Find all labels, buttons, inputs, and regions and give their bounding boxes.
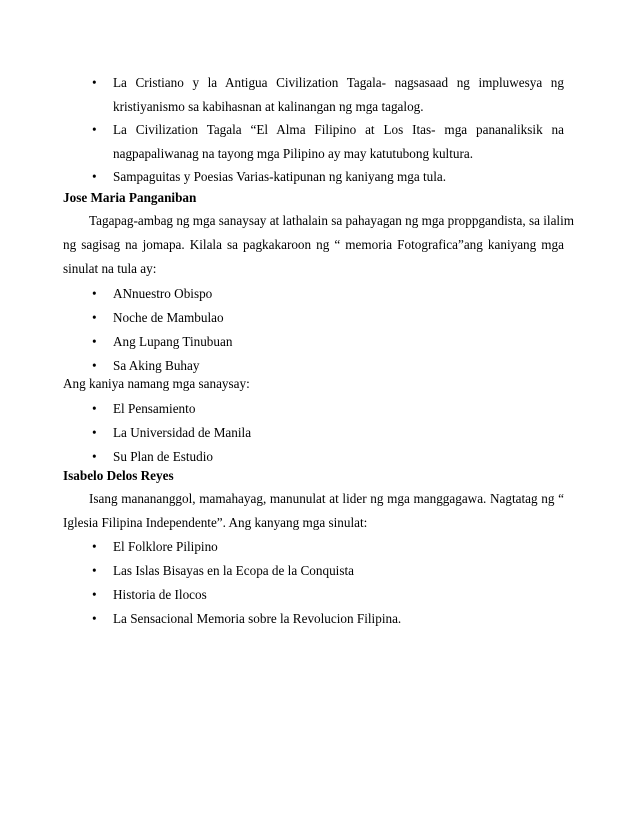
list-item-text: Su Plan de Estudio	[113, 449, 214, 464]
list-item	[0, 607, 638, 631]
paragraph-line: Isang manananggol, mamahayag, manunulat at lider ng mga manggagawa. Nagtatag ng “	[89, 491, 564, 506]
poems-list	[0, 282, 638, 378]
bullet-icon: •	[92, 358, 97, 373]
intro-works-list	[0, 71, 638, 189]
list-item	[0, 282, 638, 306]
bullet-icon: •	[92, 587, 97, 602]
bullet-icon: •	[92, 286, 97, 301]
list-item	[0, 559, 638, 583]
list-item-text: Sampaguitas y Poesias Varias-katipunan ng kaniyang mga tula.	[113, 169, 447, 184]
paragraph-line: Tagapag-ambag ng mga sanaysay at lathalain sa pahayagan ng mga proppgandista, sa ilalim	[89, 213, 575, 228]
list-item-text: La Sensacional Memoria sobre la Revolucion Filipina.	[113, 611, 402, 626]
list-item-text: El Pensamiento	[113, 401, 196, 416]
list-item-text: Historia de Ilocos	[113, 587, 207, 602]
bullet-icon: •	[92, 563, 97, 578]
list-item-text: El Folklore Pilipino	[113, 539, 218, 554]
list-item-text: La Universidad de Manila	[113, 425, 252, 440]
bullet-icon: •	[92, 401, 97, 416]
list-item-text: Noche de Mambulao	[113, 310, 224, 325]
bullet-icon: •	[92, 310, 97, 325]
bullet-icon: •	[92, 122, 97, 137]
list-item	[0, 583, 638, 607]
list-item-text: La Civilization Tagala “El Alma Filipino at Los Itas- mga pananaliksik na	[113, 122, 564, 137]
paragraph-line: Iglesia Filipina Independente”. Ang kanyang mga sinulat:	[63, 515, 368, 530]
list-item-text: Sa Aking Buhay	[113, 358, 200, 373]
list-item	[0, 397, 638, 421]
paragraph-line: ng sagisag na jomapa. Kilala sa pagkakaroon ng “ memoria Fotografica”ang kaniyang mga	[63, 237, 564, 252]
list-item	[0, 421, 638, 445]
list-item-text: Ang Lupang Tinubuan	[113, 334, 233, 349]
list-item	[0, 535, 638, 559]
list-item-text: Las Islas Bisayas en la Ecopa de la Conquista	[113, 563, 354, 578]
list-item	[0, 330, 638, 354]
delos-reyes-works-list	[0, 535, 638, 631]
essays-intro: Ang kaniya namang mga sanaysay:	[63, 376, 250, 391]
list-item-text: ANnuestro Obispo	[113, 286, 213, 301]
bullet-icon: •	[92, 334, 97, 349]
bullet-icon: •	[92, 539, 97, 554]
bullet-icon: •	[92, 169, 97, 184]
list-item	[0, 71, 638, 118]
list-item	[0, 118, 638, 165]
list-item	[0, 306, 638, 330]
section-heading-panganiban: Jose Maria Panganiban	[63, 190, 197, 205]
bullet-icon: •	[92, 611, 97, 626]
bullet-icon: •	[92, 75, 97, 90]
essays-list	[0, 397, 638, 469]
list-item-text-cont: nagpapaliwanag na tayong mga Pilipino ay may katutubong kultura.	[113, 146, 474, 161]
bullet-icon: •	[92, 449, 97, 464]
list-item-text-cont: kristiyanismo sa kabihasnan at kalinangan ng mga tagalog.	[113, 99, 424, 114]
bullet-icon: •	[92, 425, 97, 440]
paragraph-line: sinulat na tula ay:	[63, 261, 157, 276]
list-item-text: La Cristiano y la Antigua Civilization Tagala- nagsasaad ng impluwesya ng	[113, 75, 564, 90]
section-heading-delos-reyes: Isabelo Delos Reyes	[63, 468, 174, 483]
